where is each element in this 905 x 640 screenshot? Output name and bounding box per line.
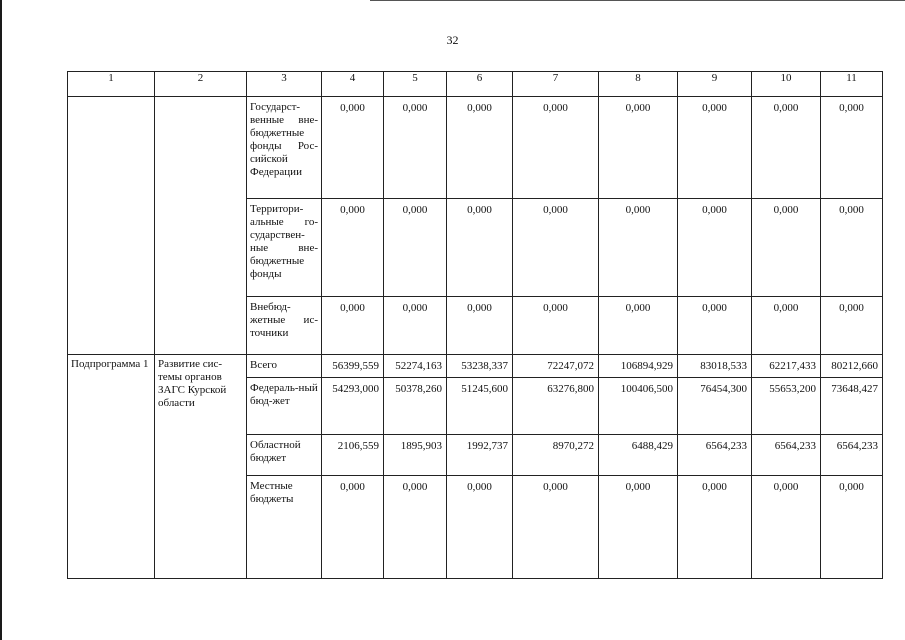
value-cell: 0,000 bbox=[678, 476, 752, 579]
value-cell: 50378,260 bbox=[384, 378, 447, 435]
value-cell: 0,000 bbox=[599, 297, 678, 355]
value-cell: 0,000 bbox=[384, 297, 447, 355]
header-cell: 4 bbox=[322, 72, 384, 97]
value-cell: 0,000 bbox=[322, 297, 384, 355]
value-cell: 0,000 bbox=[447, 297, 513, 355]
funding-source-cell: Государст-венные вне-бюджетные фонды Рос-сийской Федерации bbox=[247, 97, 322, 199]
subprogram-cell: Подпрограмма 1 bbox=[68, 355, 155, 579]
value-cell: 8970,272 bbox=[513, 435, 599, 476]
value-cell: 1895,903 bbox=[384, 435, 447, 476]
value-cell: 0,000 bbox=[821, 297, 883, 355]
scan-left-edge bbox=[0, 0, 2, 640]
value-cell: 0,000 bbox=[752, 97, 821, 199]
value-cell: 0,000 bbox=[752, 199, 821, 297]
value-cell: 0,000 bbox=[384, 476, 447, 579]
value-cell: 2106,559 bbox=[322, 435, 384, 476]
funding-source-cell: Внебюд-жетные ис-точники bbox=[247, 297, 322, 355]
scan-top-rule bbox=[370, 0, 905, 1]
value-cell: 53238,337 bbox=[447, 355, 513, 378]
value-cell: 100406,500 bbox=[599, 378, 678, 435]
value-cell: 1992,737 bbox=[447, 435, 513, 476]
funding-source-cell: Областной бюджет bbox=[247, 435, 322, 476]
value-cell: 0,000 bbox=[513, 476, 599, 579]
value-cell: 0,000 bbox=[821, 199, 883, 297]
value-cell: 0,000 bbox=[821, 97, 883, 199]
header-cell: 8 bbox=[599, 72, 678, 97]
budget-table bbox=[67, 71, 883, 579]
header-cell: 3 bbox=[247, 72, 322, 97]
value-cell: 6488,429 bbox=[599, 435, 678, 476]
value-cell: 83018,533 bbox=[678, 355, 752, 378]
value-cell: 0,000 bbox=[599, 97, 678, 199]
header-cell: 1 bbox=[68, 72, 155, 97]
value-cell: 0,000 bbox=[678, 297, 752, 355]
value-cell: 72247,072 bbox=[513, 355, 599, 378]
header-cell: 10 bbox=[752, 72, 821, 97]
value-cell: 56399,559 bbox=[322, 355, 384, 378]
value-cell: 106894,929 bbox=[599, 355, 678, 378]
header-cell: 2 bbox=[155, 72, 247, 97]
value-cell: 0,000 bbox=[821, 476, 883, 579]
value-cell: 62217,433 bbox=[752, 355, 821, 378]
funding-source-cell: Территори-альные го-сударствен-ные вне-бюджетные фонды bbox=[247, 199, 322, 297]
value-cell: 0,000 bbox=[322, 97, 384, 199]
value-cell: 0,000 bbox=[447, 97, 513, 199]
value-cell: 0,000 bbox=[322, 476, 384, 579]
value-cell: 0,000 bbox=[752, 297, 821, 355]
header-cell: 7 bbox=[513, 72, 599, 97]
value-cell: 0,000 bbox=[678, 97, 752, 199]
value-cell: 0,000 bbox=[599, 476, 678, 579]
value-cell: 0,000 bbox=[322, 199, 384, 297]
funding-source-cell: Местные бюджеты bbox=[247, 476, 322, 579]
value-cell: 55653,200 bbox=[752, 378, 821, 435]
value-cell: 80212,660 bbox=[821, 355, 883, 378]
value-cell: 0,000 bbox=[599, 199, 678, 297]
subprogram-cell bbox=[68, 97, 155, 355]
header-cell: 9 bbox=[678, 72, 752, 97]
value-cell: 0,000 bbox=[447, 199, 513, 297]
value-cell: 6564,233 bbox=[821, 435, 883, 476]
program-name-cell: Развитие сис-темы органов ЗАГС Курской области bbox=[155, 355, 247, 579]
header-cell: 5 bbox=[384, 72, 447, 97]
value-cell: 52274,163 bbox=[384, 355, 447, 378]
funding-source-cell: Федераль-ный бюд-жет bbox=[247, 378, 322, 435]
value-cell: 76454,300 bbox=[678, 378, 752, 435]
value-cell: 0,000 bbox=[752, 476, 821, 579]
value-cell: 0,000 bbox=[513, 199, 599, 297]
value-cell: 63276,800 bbox=[513, 378, 599, 435]
table-row bbox=[68, 355, 883, 378]
header-cell: 11 bbox=[821, 72, 883, 97]
value-cell: 6564,233 bbox=[752, 435, 821, 476]
table-header-row bbox=[68, 72, 883, 97]
value-cell: 0,000 bbox=[678, 199, 752, 297]
page-number: 32 bbox=[446, 33, 459, 47]
value-cell: 0,000 bbox=[384, 199, 447, 297]
program-name-cell bbox=[155, 97, 247, 355]
value-cell: 6564,233 bbox=[678, 435, 752, 476]
value-cell: 0,000 bbox=[384, 97, 447, 199]
value-cell: 51245,600 bbox=[447, 378, 513, 435]
value-cell: 0,000 bbox=[447, 476, 513, 579]
value-cell: 0,000 bbox=[513, 297, 599, 355]
value-cell: 0,000 bbox=[513, 97, 599, 199]
value-cell: 54293,000 bbox=[322, 378, 384, 435]
header-cell: 6 bbox=[447, 72, 513, 97]
funding-source-cell: Всего bbox=[247, 355, 322, 378]
value-cell: 73648,427 bbox=[821, 378, 883, 435]
table-row bbox=[68, 97, 883, 199]
